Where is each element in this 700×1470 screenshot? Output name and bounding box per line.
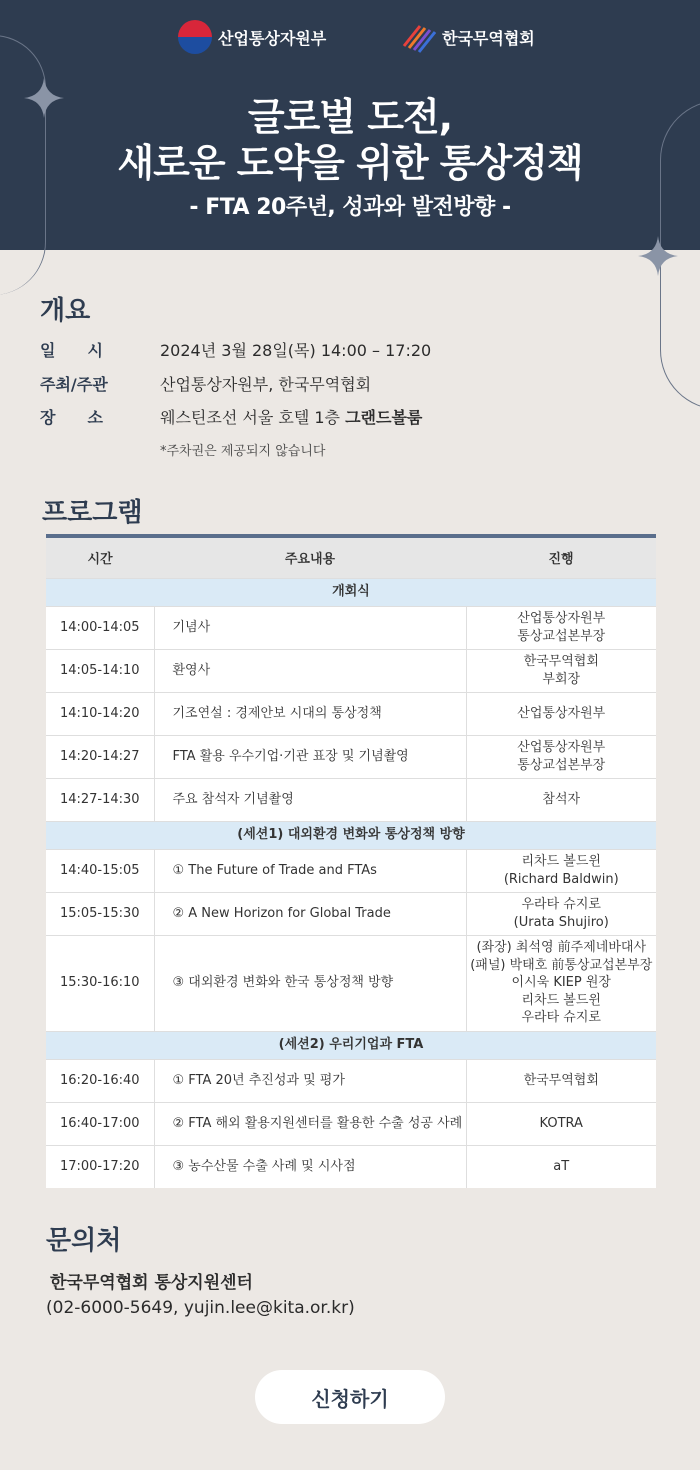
- content-cell: 주요 참석자 기념촬영: [154, 778, 466, 821]
- host-line: 한국무역협회: [523, 1072, 599, 1088]
- time-cell: 15:30-16:10: [46, 935, 154, 1031]
- host-line: 통상교섭본부장: [517, 628, 606, 644]
- table-header-row: [46, 538, 656, 578]
- taeguk-icon: [178, 20, 212, 54]
- overview-row-host: [40, 372, 371, 395]
- host-line: 리차드 볼드윈: [521, 853, 601, 869]
- host-line: (패널) 박태호 前통상교섭본부장: [470, 957, 653, 973]
- overview-value: 산업통상자원부, 한국무역협회: [160, 375, 372, 394]
- content-cell: 기념사: [154, 606, 466, 649]
- contact-details: (02-6000-5649, yujin.lee@kita.or.kr): [46, 1298, 355, 1318]
- time-cell: 14:05-14:10: [46, 649, 154, 692]
- table-row: [46, 735, 656, 778]
- host-line: 산업통상자원부: [517, 610, 606, 626]
- time-cell: 16:40-17:00: [46, 1102, 154, 1145]
- host-line: (Richard Baldwin): [503, 871, 619, 887]
- time-cell: 14:40-15:05: [46, 849, 154, 892]
- apply-button[interactable]: 신청하기: [255, 1370, 445, 1424]
- host-line: 부회장: [542, 671, 581, 687]
- host-cell: [466, 778, 656, 821]
- column-header: 시간: [46, 538, 154, 578]
- overview-value: [160, 405, 422, 428]
- contact-heading: 문의처: [46, 1226, 122, 1256]
- overview-label: 주최/주관: [40, 375, 108, 394]
- parking-note: *주차권은 제공되지 않습니다: [160, 444, 326, 459]
- host-cell: [466, 606, 656, 649]
- host-line: (Urata Shujiro): [513, 914, 609, 930]
- host-cell: [466, 649, 656, 692]
- host-cell: [466, 849, 656, 892]
- time-cell: 14:20-14:27: [46, 735, 154, 778]
- host-line: 참석자: [542, 791, 581, 807]
- host-line: (좌장) 최석영 前주제네바대사: [476, 940, 647, 956]
- host-line: 산업통상자원부: [517, 705, 606, 721]
- overview-label: 일 시: [40, 341, 103, 360]
- host-line: 우라타 슈지로: [521, 896, 601, 912]
- content-cell: ① FTA 20년 추진성과 및 평가: [154, 1059, 466, 1102]
- kita-logo: [400, 20, 535, 54]
- host-line: 통상교섭본부장: [517, 757, 606, 773]
- table-row: [46, 1059, 656, 1102]
- table-row: [46, 778, 656, 821]
- table-row: [46, 849, 656, 892]
- host-cell: [466, 735, 656, 778]
- content-cell: 기조연설 : 경제안보 시대의 통상정책: [154, 692, 466, 735]
- overview-row-venue: [40, 405, 422, 428]
- session-row: [46, 821, 656, 849]
- motie-logo-text: 산업통상자원부: [218, 28, 327, 48]
- table-row: [46, 606, 656, 649]
- host-line: 한국무역협회: [523, 653, 599, 669]
- program-table: [46, 534, 656, 1188]
- time-cell: 14:27-14:30: [46, 778, 154, 821]
- session-row: [46, 578, 656, 606]
- host-cell: [466, 692, 656, 735]
- table-row: [46, 892, 656, 935]
- contact-organization: 한국무역협회 통상지원센터: [50, 1273, 253, 1293]
- session-name: 개회식: [46, 578, 656, 606]
- host-cell: [466, 1145, 656, 1188]
- venue-room: 그랜드볼룸: [345, 408, 423, 427]
- content-cell: ③ 농수산물 수출 사례 및 시사점: [154, 1145, 466, 1188]
- program-heading: 프로그램: [42, 498, 143, 528]
- host-line: 산업통상자원부: [517, 739, 606, 755]
- overview-value: 2024년 3월 28일(목) 14:00 – 17:20: [160, 341, 432, 360]
- host-line: aT: [553, 1158, 570, 1174]
- column-header: 진행: [466, 538, 656, 578]
- time-cell: 17:00-17:20: [46, 1145, 154, 1188]
- time-cell: 16:20-16:40: [46, 1059, 154, 1102]
- host-cell: [466, 892, 656, 935]
- venue-text: 웨스틴조선 서울 호텔 1층: [160, 408, 346, 427]
- header-banner: [0, 0, 700, 250]
- event-title-line2: 새로운 도약을 위한 통상정책: [117, 141, 583, 185]
- overview-heading: 개요: [40, 296, 91, 326]
- table-row: [46, 692, 656, 735]
- kita-mark-icon: [400, 20, 436, 54]
- session-name: (세션1) 대외환경 변화와 통상정책 방향: [46, 821, 656, 849]
- host-line: 우라타 슈지로: [521, 1010, 601, 1026]
- content-cell: ③ 대외환경 변화와 한국 통상정책 방향: [154, 935, 466, 1031]
- host-line: 리차드 볼드윈: [521, 992, 601, 1008]
- content-cell: ② FTA 해외 활용지원센터를 활용한 수출 성공 사례: [154, 1102, 466, 1145]
- sparkle-icon: [638, 236, 678, 276]
- session-name: (세션2) 우리기업과 FTA: [46, 1031, 656, 1059]
- content-cell: 환영사: [154, 649, 466, 692]
- host-cell: [466, 1059, 656, 1102]
- table-row: [46, 1145, 656, 1188]
- overview-row-date: [40, 338, 431, 361]
- event-title-line1: 글로벌 도전,: [247, 95, 453, 139]
- table-row: [46, 1102, 656, 1145]
- table-row: [46, 935, 656, 1031]
- host-cell: [466, 935, 656, 1031]
- host-line: KOTRA: [539, 1115, 583, 1131]
- content-cell: ② A New Horizon for Global Trade: [154, 892, 466, 935]
- content-cell: ① The Future of Trade and FTAs: [154, 849, 466, 892]
- host-cell: [466, 1102, 656, 1145]
- overview-label: 장 소: [40, 408, 103, 427]
- time-cell: 15:05-15:30: [46, 892, 154, 935]
- motie-logo: [178, 20, 326, 54]
- table-row: [46, 649, 656, 692]
- session-row: [46, 1031, 656, 1059]
- content-cell: FTA 활용 우수기업·기관 표장 및 기념촬영: [154, 735, 466, 778]
- host-line: 이시욱 KIEP 원장: [511, 975, 611, 991]
- column-header: 주요내용: [154, 538, 466, 578]
- kita-logo-text: 한국무역협회: [442, 28, 535, 48]
- event-subtitle: - FTA 20주년, 성과와 발전방향 -: [189, 195, 511, 220]
- time-cell: 14:10-14:20: [46, 692, 154, 735]
- time-cell: 14:00-14:05: [46, 606, 154, 649]
